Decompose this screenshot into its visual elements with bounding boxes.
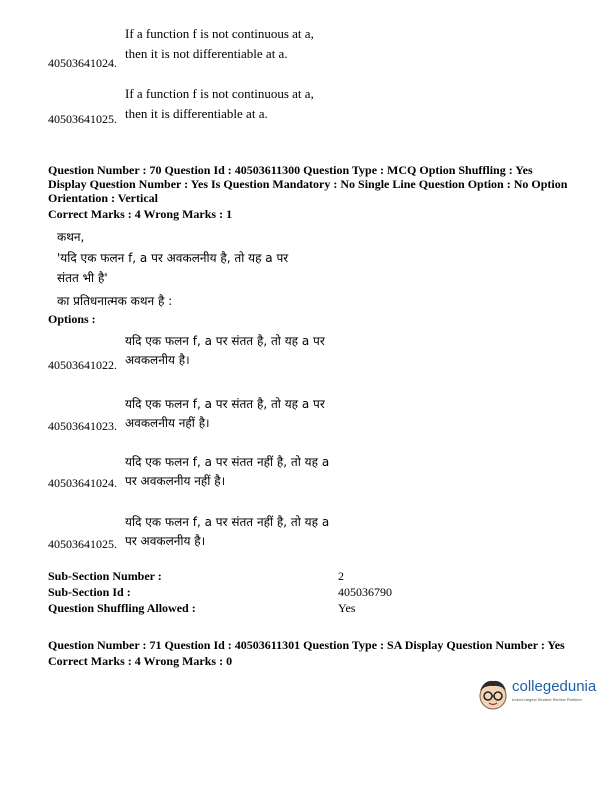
q70-option-23-id: 40503641023. [48,419,117,433]
q70-marks: Correct Marks : 4 Wrong Marks : 1 [48,207,233,221]
q70-option-24-line2: पर अवकलनीय नहीं है। [125,474,226,488]
q70-header-line2: Display Question Number : Yes Is Question Mandatory : No Single Line Question Option : No Option [48,177,568,191]
subsection-number-value: 2 [338,569,344,583]
mascot-icon [476,677,510,711]
subsection-number-label: Sub-Section Number : [48,569,162,583]
q70-option-25-line1: यदि एक फलन f, a पर संतत नहीं है, तो यह a [125,515,330,529]
collegedunia-watermark [476,674,597,714]
brand-name: collegedunia [512,678,597,695]
q70-header-line3: Orientation : Vertical [48,191,158,205]
q70-option-23-line1: यदि एक फलन f, a पर संतत है, तो यह a पर [125,397,325,411]
subsection-id-value: 405036790 [338,585,392,599]
prev-option-24-line1: If a function f is not continuous at a, [125,26,314,41]
q70-option-22-line2: अवकलनीय है। [125,353,190,367]
q70-option-24-id: 40503641024. [48,476,117,490]
q71-header: Question Number : 71 Question Id : 40503611301 Question Type : SA Display Question Number : Yes [48,638,565,652]
q70-stem-line2: 'यदि एक फलन f, a पर अवकलनीय है, तो यह a पर [57,251,289,265]
q70-stem-line3: संतत भी है' [57,271,108,285]
q70-option-23-line2: अवकलनीय नहीं है। [125,416,210,430]
prev-option-25-line2: then it is differentiable at a. [125,106,268,121]
prev-option-25-line1: If a function f is not continuous at a, [125,86,314,101]
subsection-shuffle-label: Question Shuffling Allowed : [48,601,196,615]
prev-option-24-line2: then it is not differentiable at a. [125,46,288,61]
prev-option-25-id: 40503641025. [48,112,117,126]
q70-option-25-line2: पर अवकलनीय है। [125,534,206,548]
q70-option-24-line1: यदि एक फलन f, a पर संतत नहीं है, तो यह a [125,455,330,469]
options-label: Options : [48,312,96,326]
brand-tagline: India's largest Student Review Platform [512,697,582,702]
subsection-id-label: Sub-Section Id : [48,585,131,599]
subsection-shuffle-value: Yes [338,601,356,615]
prev-option-24-id: 40503641024. [48,56,117,70]
q70-header-line1: Question Number : 70 Question Id : 40503611300 Question Type : MCQ Option Shuffling : Yes [48,163,533,177]
q70-option-22-line1: यदि एक फलन f, a पर संतत है, तो यह a पर [125,334,325,348]
q71-marks: Correct Marks : 4 Wrong Marks : 0 [48,654,233,668]
q70-option-25-id: 40503641025. [48,537,117,551]
q70-stem-line4: का प्रतिधनात्मक कथन है : [57,294,173,308]
q70-option-22-id: 40503641022. [48,358,117,372]
q70-stem-line1: कथन, [57,230,85,244]
